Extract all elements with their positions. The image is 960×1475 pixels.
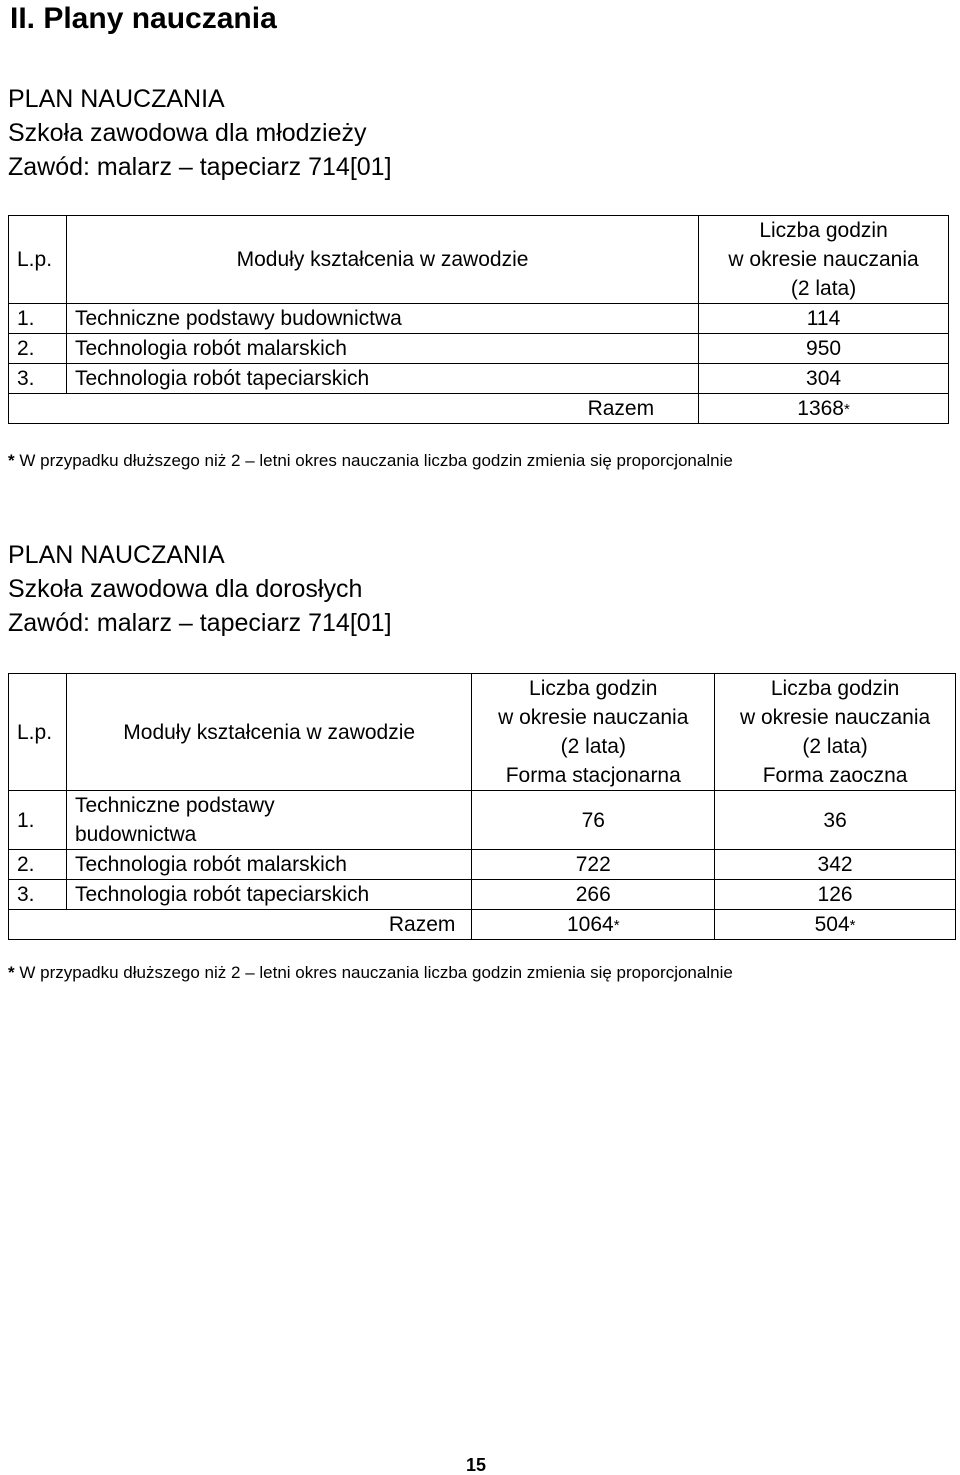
row-lp: 3. [9, 880, 67, 910]
header-line: Liczba godzin [759, 219, 888, 242]
plan1-table [8, 215, 949, 424]
module-line: budownictwa [74, 823, 197, 846]
plan1-profession: Zawód: malarz – tapeciarz 714[01] [8, 153, 392, 181]
plan1-footnote [8, 450, 733, 472]
header-line: (2 lata) [560, 735, 626, 758]
total-number: 504 [814, 913, 850, 936]
row-lp: 2. [9, 850, 67, 880]
header-line: w okresie nauczania [498, 706, 689, 729]
table-row [9, 304, 949, 334]
plan2-title: PLAN NAUCZANIA [8, 541, 225, 569]
plan2-profession: Zawód: malarz – tapeciarz 714[01] [8, 609, 392, 637]
total-stacjonarna [472, 910, 715, 940]
row-module: Technologia robót malarskich [66, 334, 698, 364]
total-value [699, 394, 949, 424]
row-module: Techniczne podstawy budownictwa [66, 304, 698, 334]
total-label: Razem [9, 394, 699, 424]
table-header-row [9, 674, 956, 791]
col-modules-header: Moduły kształcenia w zawodzie [66, 216, 698, 304]
plan1-school: Szkoła zawodowa dla młodzieży [8, 119, 367, 147]
col-lp-header: L.p. [9, 674, 67, 791]
row-hours-stacjonarna: 266 [472, 880, 715, 910]
plan2-footnote [8, 962, 733, 984]
col-modules-header: Moduły kształcenia w zawodzie [66, 674, 471, 791]
table-row [9, 334, 949, 364]
col-zaoczna-header [715, 674, 956, 791]
total-asterisk: * [843, 401, 850, 418]
row-lp: 2. [9, 334, 67, 364]
page-number: 15 [466, 1455, 487, 1475]
total-label: Razem [9, 910, 472, 940]
header-line: w okresie nauczania [739, 706, 931, 729]
plan2-table [8, 673, 956, 940]
row-hours-zaoczna: 126 [715, 880, 956, 910]
col-stacjonarna-header [472, 674, 715, 791]
total-asterisk: * [613, 917, 620, 934]
row-hours-zaoczna: 342 [715, 850, 956, 880]
header-line: Liczba godzin [770, 677, 900, 700]
plan1-title: PLAN NAUCZANIA [8, 85, 225, 113]
plan2-school: Szkoła zawodowa dla dorosłych [8, 575, 363, 603]
table-row [9, 850, 956, 880]
table-header-row [9, 216, 949, 304]
footnote-asterisk: * [8, 963, 15, 982]
header-line: w okresie nauczania [728, 248, 919, 271]
row-hours-stacjonarna: 722 [472, 850, 715, 880]
row-hours-zaoczna: 36 [715, 791, 956, 850]
module-line: Techniczne podstawy [74, 794, 275, 817]
plan2-header [8, 538, 392, 640]
total-number: 1064 [566, 913, 614, 936]
row-hours: 304 [699, 364, 949, 394]
header-line: Liczba godzin [529, 677, 658, 700]
header-line: (2 lata) [790, 277, 857, 300]
footnote-text: W przypadku dłuższego niż 2 – letni okres nauczania liczba godzin zmienia się proporcjonalnie [19, 451, 733, 470]
total-asterisk: * [849, 917, 856, 934]
col-lp-header: L.p. [9, 216, 67, 304]
header-line: (2 lata) [802, 735, 868, 758]
plan1-header [8, 82, 392, 184]
page-heading: II. Plany nauczania [10, 2, 277, 35]
total-number: 1368 [797, 397, 844, 420]
table-row [9, 880, 956, 910]
row-hours: 114 [699, 304, 949, 334]
footnote-text: W przypadku dłuższego niż 2 – letni okres nauczania liczba godzin zmienia się proporcjonalnie [19, 963, 733, 982]
total-zaoczna [715, 910, 956, 940]
table-row [9, 791, 956, 850]
row-hours-stacjonarna: 76 [472, 791, 715, 850]
row-lp: 3. [9, 364, 67, 394]
row-module: Technologia robót tapeciarskich [66, 364, 698, 394]
row-module: Technologia robót malarskich [66, 850, 471, 880]
header-line: Forma zaoczna [762, 764, 908, 787]
row-module [66, 791, 471, 850]
row-lp: 1. [9, 304, 67, 334]
row-hours: 950 [699, 334, 949, 364]
header-line: Forma stacjonarna [505, 764, 681, 787]
row-module: Technologia robót tapeciarskich [66, 880, 471, 910]
col-hours-header [699, 216, 949, 304]
table-row [9, 364, 949, 394]
table-total-row [9, 394, 949, 424]
row-lp: 1. [9, 791, 67, 850]
footnote-asterisk: * [8, 451, 15, 470]
table-total-row [9, 910, 956, 940]
